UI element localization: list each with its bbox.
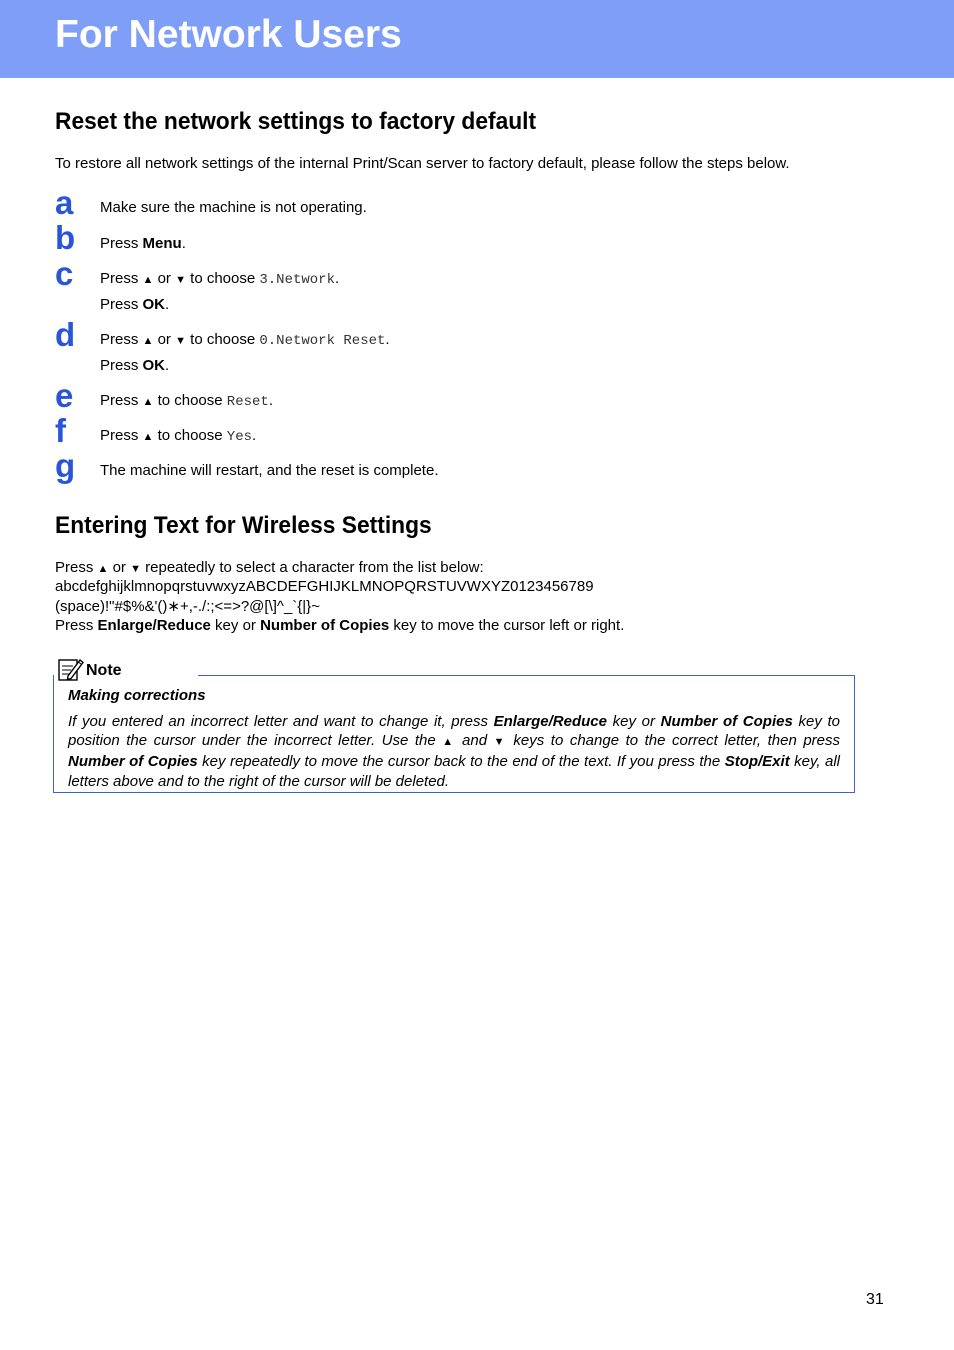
charset-line-2: (space)!"#$%&'()∗+,-./:;<=>?@[\]^_`{|}~ xyxy=(55,598,320,615)
lcd-text: Yes xyxy=(226,429,253,445)
enlarge-reduce-key: Enlarge/Reduce xyxy=(493,713,607,730)
down-arrow-icon: ▼ xyxy=(175,335,186,347)
number-of-copies-key: Number of Copies xyxy=(68,753,198,771)
number-of-copies-key: Number of Copies xyxy=(660,713,793,730)
step-letter-b: b xyxy=(55,219,76,256)
step-c-ok: Press OK. xyxy=(100,296,170,313)
up-arrow-icon: ▲ xyxy=(142,396,154,408)
ok-key: OK xyxy=(142,357,166,374)
step-e-text: Press ▲ to choose Reset. xyxy=(100,392,273,410)
step-c-text: Press ▲ or ▼ to choose 3.Network. xyxy=(100,270,340,288)
page-title: For Network Users xyxy=(55,13,402,56)
up-arrow-icon: ▲ xyxy=(142,274,154,286)
reset-section-heading: Reset the network settings to factory default xyxy=(55,108,537,135)
cursor-instruction: Press Enlarge/Reduce key or Number of Copies key to move the cursor left or right. xyxy=(55,617,625,634)
step-g-text: The machine will restart, and the reset is complete. xyxy=(100,462,439,479)
up-arrow-icon: ▲ xyxy=(97,563,109,575)
reset-intro: To restore all network settings of the internal Print/Scan server to factory default, please follow the steps below. xyxy=(55,155,790,172)
down-arrow-icon: ▼ xyxy=(175,274,186,286)
note-body: If you entered an incorrect letter and want to change it, press Enlarge/Reduce key or Number of Copies key to position the cursor under the incorrect letter. Use the ▲ and ▼ keys to change to the correct letter, then press Number of Copies key repeatedly to move the cursor back to the end of the text. If you press the Stop/Exit key, all letters above and to the right of the cursor will be deleted. xyxy=(68,713,840,790)
enlarge-reduce-key: Enlarge/Reduce xyxy=(97,617,211,634)
down-arrow-icon: ▼ xyxy=(130,563,141,575)
up-arrow-icon: ▲ xyxy=(142,431,154,443)
note-heading: Making corrections xyxy=(68,687,206,704)
step-d-text: Press ▲ or ▼ to choose 0.Network Reset. xyxy=(100,331,390,349)
number-of-copies-key: Number of Copies xyxy=(260,617,390,634)
step-letter-d: d xyxy=(55,316,76,353)
step-letter-e: e xyxy=(55,377,74,414)
lcd-text: 0.Network Reset xyxy=(259,333,386,349)
up-arrow-icon: ▲ xyxy=(442,736,456,749)
stop-exit-key: Stop/Exit xyxy=(724,753,790,771)
step-f-text: Press ▲ to choose Yes. xyxy=(100,427,257,445)
step-a-text: Make sure the machine is not operating. xyxy=(100,199,367,216)
wireless-section-heading: Entering Text for Wireless Settings xyxy=(55,512,432,539)
step-b-text: Press Menu. xyxy=(100,235,186,252)
ok-key: OK xyxy=(142,296,166,313)
note-divider xyxy=(198,675,855,676)
header-banner xyxy=(0,0,954,78)
step-letter-g: g xyxy=(55,447,76,484)
page-number: 31 xyxy=(866,1291,884,1308)
note-label: Note xyxy=(86,662,122,679)
menu-key: Menu xyxy=(142,235,182,252)
step-letter-f: f xyxy=(55,412,66,449)
lcd-text: 3.Network xyxy=(259,272,335,288)
note-icon xyxy=(58,657,84,681)
down-arrow-icon: ▼ xyxy=(493,736,507,749)
lcd-text: Reset xyxy=(226,394,269,410)
step-letter-a: a xyxy=(55,184,74,221)
charset-line-1: abcdefghijklmnopqrstuvwxyzABCDEFGHIJKLMNOPQRSTUVWXYZ0123456789 xyxy=(55,578,594,595)
step-letter-c: c xyxy=(55,255,74,292)
up-arrow-icon: ▲ xyxy=(142,335,154,347)
wireless-instruction: Press ▲ or ▼ repeatedly to select a character from the list below: xyxy=(55,559,484,576)
step-d-ok: Press OK. xyxy=(100,357,170,374)
